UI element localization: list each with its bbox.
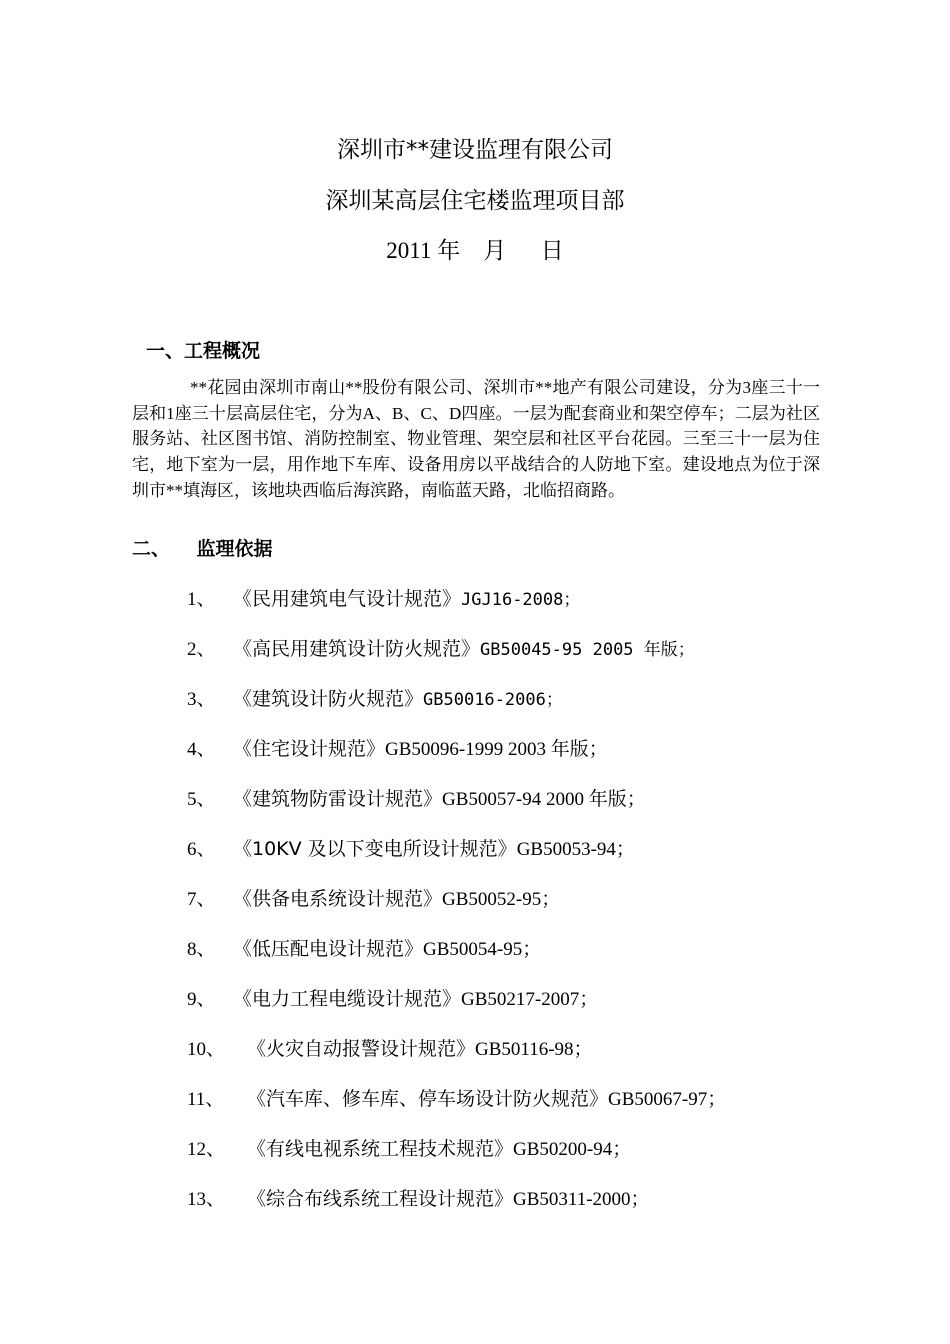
reference-number: 10、 <box>187 1039 226 1060</box>
reference-title: 《电力工程电缆设计规范》 <box>233 988 462 1010</box>
section-1-heading: 一、工程概况 <box>146 340 261 362</box>
reference-item <box>187 786 646 813</box>
reference-number: 13、 <box>187 1189 226 1210</box>
reference-code: GB50311-2000； <box>513 1189 650 1210</box>
reference-number: 2、 <box>187 639 216 660</box>
reference-title: 《汽车库、修车库、停车场设计防火规范》 <box>247 1088 609 1110</box>
reference-title: 《有线电视系统工程技术规范》 <box>247 1138 514 1160</box>
reference-number: 7、 <box>187 889 216 910</box>
reference-title: 《火灾自动报警设计规范》 <box>247 1038 476 1060</box>
reference-item <box>187 836 635 863</box>
reference-number: 4、 <box>187 739 216 760</box>
reference-item <box>187 636 695 663</box>
reference-title: 《综合布线系统工程设计规范》 <box>247 1188 514 1210</box>
reference-number: 5、 <box>187 789 216 810</box>
reference-title: 《住宅设计规范》 <box>233 738 386 760</box>
reference-item <box>187 736 608 763</box>
reference-code: GB50054-95； <box>423 939 542 960</box>
reference-number: 1、 <box>187 589 216 610</box>
section-2-heading: 二、 监理依据 <box>132 538 273 560</box>
reference-item <box>187 586 580 613</box>
project-overview-paragraph <box>132 375 820 504</box>
reference-code: GB50052-95； <box>442 889 561 910</box>
reference-code: JGJ16-2008； <box>461 590 581 610</box>
reference-code: GB50053-94； <box>516 839 635 860</box>
reference-code: GB50067-97； <box>608 1089 727 1110</box>
reference-item <box>187 886 560 913</box>
reference-code: GB50217-2007； <box>461 989 599 1010</box>
reference-code: GB50057-94 2000 年版； <box>442 789 646 810</box>
reference-item <box>187 1136 631 1163</box>
reference-title: 《建筑设计防火规范》 <box>233 688 424 710</box>
project-overview-text: **花园由深圳市南山**股份有限公司、深圳市**地产有限公司建设，分为3座三十一层和1座三十层高层住宅，分为A、B、C、D四座。一层为配套商业和架空停车；二层为社区服务站、社区图书馆、消防控制室、物业管理、架空层和社区平台花园。三至三十一层为住宅，地下室为一层，用作地下车库、设备用房以平战结合的人防地下室。建设地点为位于深圳市**填海区，该地块西临后海滨路，南临蓝天路，北临招商路。 <box>132 378 820 500</box>
reference-number: 12、 <box>187 1139 226 1160</box>
reference-item <box>187 936 541 963</box>
reference-item <box>187 1036 593 1063</box>
document-date: 2011 年 月 日 <box>386 238 564 263</box>
reference-code: GB50045-95 2005 年版； <box>480 640 695 660</box>
reference-item <box>187 686 563 713</box>
reference-number: 11、 <box>187 1089 225 1110</box>
reference-number: 3、 <box>187 689 216 710</box>
reference-number: 9、 <box>187 989 216 1010</box>
reference-number: 8、 <box>187 939 216 960</box>
reference-code: GB50016-2006； <box>423 690 563 710</box>
reference-item <box>187 1086 726 1113</box>
reference-title: 《10KV 及以下变电所设计规范》 <box>233 838 517 860</box>
reference-item <box>187 986 598 1013</box>
reference-title: 《供备电系统设计规范》 <box>233 888 443 910</box>
project-department: 深圳某高层住宅楼监理项目部 <box>325 188 625 214</box>
reference-number: 6、 <box>187 839 216 860</box>
reference-code: GB50096-1999 2003 年版； <box>385 739 608 760</box>
company-name: 深圳市**建设监理有限公司 <box>337 137 613 163</box>
reference-item <box>187 1186 650 1213</box>
reference-title: 《低压配电设计规范》 <box>233 938 424 960</box>
reference-code: GB50116-98； <box>475 1039 593 1060</box>
reference-code: GB50200-94； <box>513 1139 632 1160</box>
reference-title: 《高民用建筑设计防火规范》 <box>233 638 481 660</box>
reference-title: 《民用建筑电气设计规范》 <box>233 588 462 610</box>
reference-title: 《建筑物防雷设计规范》 <box>233 788 443 810</box>
